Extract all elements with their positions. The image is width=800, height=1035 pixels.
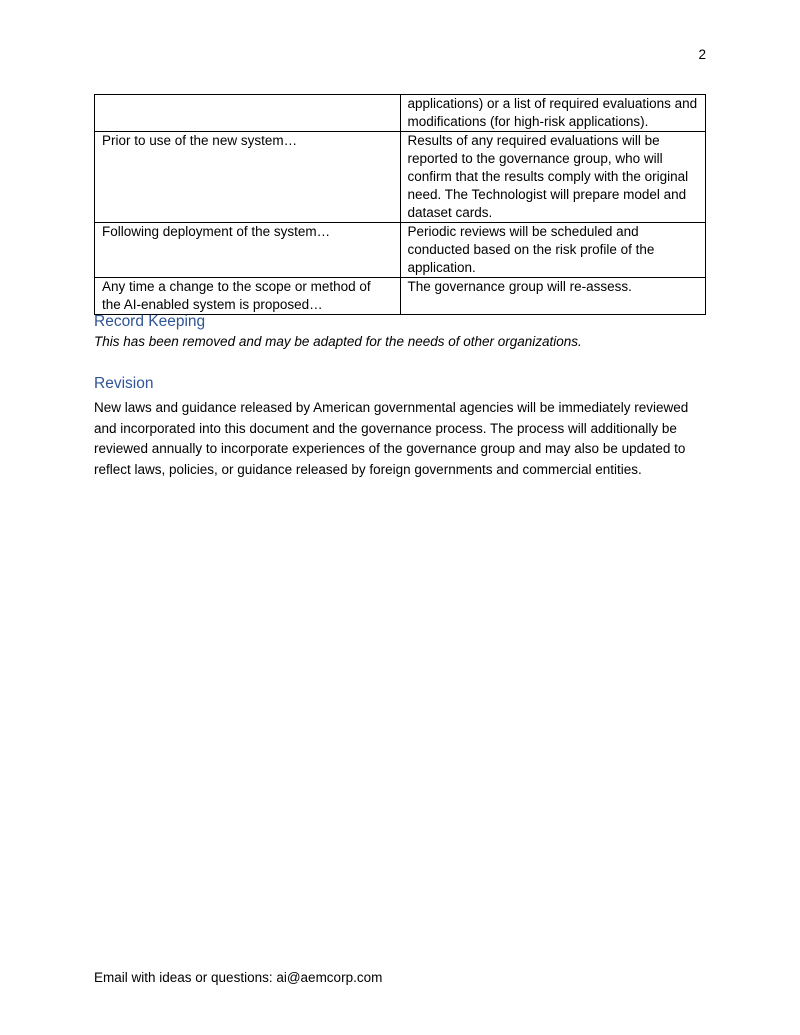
table-cell-action: applications) or a list of required evaluations and modifications (for high-risk applications). <box>400 95 706 132</box>
table-cell-action: The governance group will re-assess. <box>400 278 706 315</box>
table-cell-when <box>95 95 401 132</box>
table-cell-when: Any time a change to the scope or method of the AI-enabled system is proposed… <box>95 278 401 315</box>
table-cell-when: Following deployment of the system… <box>95 223 401 278</box>
revision-paragraph: New laws and guidance released by American governmental agencies will be immediately reviewed and incorporated into this document and the governance process. The process will additionally be reviewed annually to incorporate experiences of the governance group and may also be updated to reflect laws, policies, or guidance released by foreign governments and commercial entities. <box>94 400 689 477</box>
table-row <box>95 278 706 315</box>
table-row <box>95 132 706 223</box>
revision-heading: Revision <box>94 375 154 392</box>
footer-contact: Email with ideas or questions: ai@aemcorp.com <box>94 970 383 985</box>
record-keeping-heading: Record Keeping <box>94 313 206 330</box>
table-cell-action: Periodic reviews will be scheduled and conducted based on the risk profile of the application. <box>400 223 706 278</box>
table-cell-when: Prior to use of the new system… <box>95 132 401 223</box>
governance-process-table <box>94 94 706 315</box>
table-row <box>95 223 706 278</box>
table-cell-action: Results of any required evaluations will be reported to the governance group, who will confirm that the results comply with the original need. The Technologist will prepare model and dataset cards. <box>400 132 706 223</box>
table-row <box>95 95 706 132</box>
page-number: 2 <box>698 47 706 62</box>
record-keeping-note: This has been removed and may be adapted for the needs of other organizations. <box>94 334 582 349</box>
